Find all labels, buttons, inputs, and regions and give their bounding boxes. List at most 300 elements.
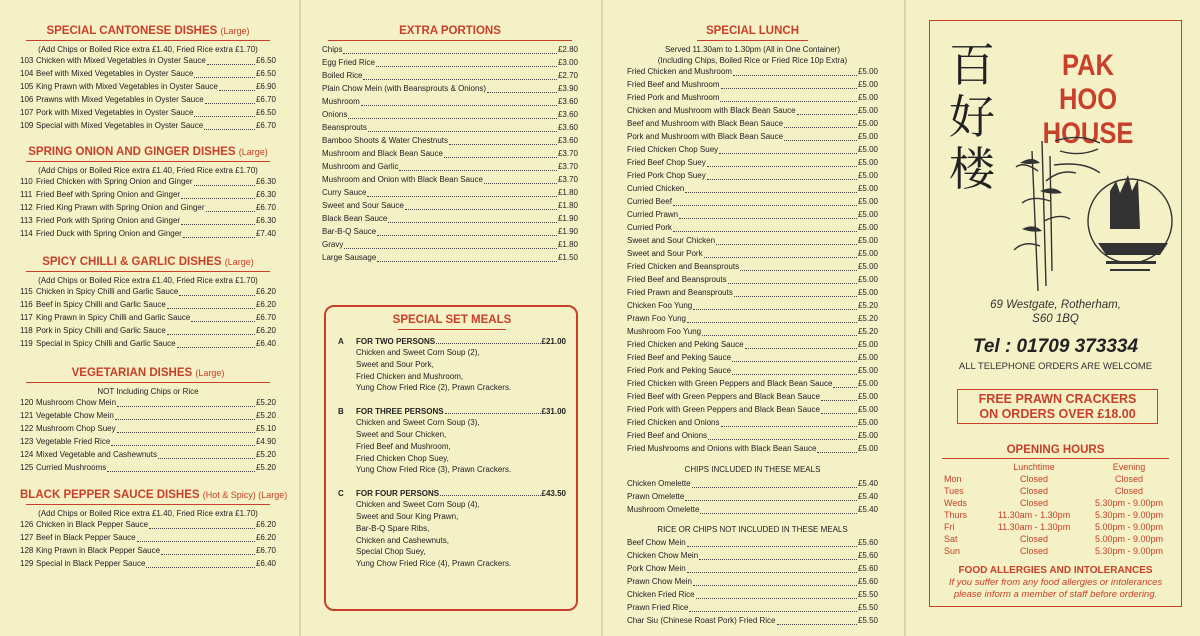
item-name: Chicken in Spicy Chilli and Garlic Sauce bbox=[36, 287, 179, 296]
leader-dots bbox=[376, 57, 557, 67]
item-price: £6.20 bbox=[255, 287, 276, 296]
item-number: 110 bbox=[20, 177, 33, 186]
item-name: Fried Prawn and Beansprouts bbox=[627, 288, 733, 297]
chinese-char: 好 bbox=[949, 90, 995, 144]
menu-item bbox=[627, 443, 878, 456]
menu-item bbox=[322, 213, 578, 226]
leader-dots bbox=[205, 94, 255, 104]
item-price: £6.70 bbox=[255, 203, 276, 212]
menu-item bbox=[627, 339, 878, 352]
item-name: Bar-B-Q Sauce bbox=[322, 227, 377, 236]
item-name: Chicken in Black Pepper Sauce bbox=[36, 520, 149, 529]
item-price: £6.50 bbox=[255, 56, 276, 65]
item-price: £5.00 bbox=[857, 418, 878, 427]
item-price: £6.70 bbox=[255, 95, 276, 104]
item-price: £5.50 bbox=[857, 590, 878, 599]
item-number: 124 bbox=[20, 450, 34, 459]
section-title: SPECIAL LUNCH bbox=[705, 25, 800, 37]
item-price: £6.70 bbox=[255, 121, 276, 130]
item-number: 121 bbox=[20, 411, 34, 420]
item-name: Curried Prawn bbox=[627, 210, 679, 219]
leader-dots bbox=[740, 261, 857, 271]
item-price: £5.00 bbox=[857, 197, 878, 206]
leader-dots bbox=[784, 131, 857, 141]
hours-row bbox=[944, 533, 1174, 545]
item-name: Boiled Rice bbox=[322, 71, 363, 80]
menu-item bbox=[20, 449, 276, 462]
menu-item bbox=[322, 239, 578, 252]
set-meal-line: Yung Chow Fried Rice (3), Prawn Crackers. bbox=[356, 465, 512, 475]
section-note: (Add Chips or Boiled Rice extra £1.40, Fried Rice extra £1.70) bbox=[38, 45, 258, 54]
item-name: Fried Beef and Beansprouts bbox=[627, 275, 727, 284]
leader-dots bbox=[348, 109, 557, 119]
menu-item bbox=[627, 287, 878, 300]
item-number: 115 bbox=[20, 287, 33, 296]
set-meal-line: Chicken and Sweet Corn Soup (4), bbox=[356, 500, 480, 510]
item-price: £5.20 bbox=[857, 314, 878, 323]
menu-item bbox=[627, 92, 878, 105]
item-price: £5.20 bbox=[255, 463, 276, 472]
menu-item bbox=[627, 274, 878, 287]
leader-dots bbox=[219, 81, 255, 91]
leader-dots bbox=[702, 326, 857, 336]
leader-dots bbox=[161, 545, 255, 555]
promo-box: FREE PRAWN CRACKERS ON ORDERS OVER £18.00 bbox=[957, 389, 1158, 424]
item-price: £3.70 bbox=[557, 175, 578, 184]
item-price: £5.00 bbox=[857, 405, 878, 414]
section-size: (Large) bbox=[220, 26, 250, 36]
leader-dots bbox=[206, 202, 255, 212]
postcode: S60 1BQ bbox=[1032, 313, 1079, 325]
item-number: 113 bbox=[20, 216, 33, 225]
hours-row bbox=[944, 497, 1174, 509]
hours-evening: 5.00pm - 9.00pm bbox=[1094, 534, 1164, 544]
menu-item bbox=[627, 504, 878, 517]
item-name: Bamboo Shoots & Water Chestnuts bbox=[322, 136, 448, 145]
hours-evening: Closed bbox=[1114, 474, 1143, 484]
section-title-text: BLACK PEPPER SAUCE DISHES bbox=[20, 489, 200, 501]
leader-dots bbox=[117, 423, 255, 433]
item-name: Mushroom Omelette bbox=[627, 505, 700, 514]
set-letter: B bbox=[338, 407, 344, 417]
item-name: Fried Pork and Mushroom bbox=[627, 93, 720, 102]
menu-item bbox=[627, 105, 878, 118]
leader-dots bbox=[146, 558, 255, 568]
item-name: Fried Pork with Spring Onion and Ginger bbox=[36, 216, 181, 225]
item-price: £6.50 bbox=[255, 69, 276, 78]
menu-item bbox=[20, 519, 276, 532]
leader-dots bbox=[716, 235, 857, 245]
item-name: Fried Duck with Spring Onion and Ginger bbox=[36, 229, 182, 238]
item-price: £5.60 bbox=[857, 538, 878, 547]
item-name: Vegetable Chow Mein bbox=[36, 411, 114, 420]
leader-dots bbox=[399, 161, 556, 171]
item-name: Mixed Vegetable and Cashewnuts bbox=[36, 450, 157, 459]
item-name: Special with Mixed Vegetables in Oyster Sauce bbox=[36, 121, 204, 130]
item-price: £1.80 bbox=[557, 188, 578, 197]
leader-dots bbox=[734, 287, 857, 297]
hours-day: Fri bbox=[944, 522, 955, 532]
set-meal-line: Yung Chow Fried Rice (2), Prawn Crackers. bbox=[356, 383, 512, 393]
leader-dots bbox=[707, 157, 857, 167]
item-price: £6.40 bbox=[255, 339, 276, 348]
hours-evening: 5.00pm - 9.00pm bbox=[1094, 522, 1164, 532]
item-name: Curried Beef bbox=[627, 197, 672, 206]
item-name: Black Bean Sauce bbox=[322, 214, 388, 223]
set-price: £43.50 bbox=[541, 489, 566, 499]
leader-dots bbox=[685, 491, 857, 501]
leader-dots bbox=[207, 55, 255, 65]
item-number: 125 bbox=[20, 463, 34, 472]
item-price: £1.90 bbox=[557, 214, 578, 223]
item-price: £5.60 bbox=[857, 551, 878, 560]
subheading: RICE OR CHIPS NOT INCLUDED IN THESE MEALS bbox=[657, 525, 848, 534]
item-name: Chicken Foo Yung bbox=[627, 301, 693, 310]
leader-dots bbox=[115, 410, 255, 420]
item-price: £2.70 bbox=[557, 71, 578, 80]
item-name: Chips bbox=[322, 45, 343, 54]
item-price: £5.00 bbox=[857, 340, 878, 349]
item-name: Fried Beef and Onions bbox=[627, 431, 708, 440]
item-price: £6.30 bbox=[255, 190, 276, 199]
item-number: 104 bbox=[20, 69, 34, 78]
item-number: 129 bbox=[20, 559, 34, 568]
menu-item bbox=[627, 66, 878, 79]
item-price: £6.70 bbox=[255, 313, 276, 322]
item-name: Prawn Omelette bbox=[627, 492, 685, 501]
menu-item bbox=[627, 491, 878, 504]
item-name: Fried Mushrooms and Onions with Black Bean Sauce bbox=[627, 444, 817, 453]
item-price: £6.50 bbox=[255, 108, 276, 117]
item-price: £3.70 bbox=[557, 162, 578, 171]
item-name: Beansprouts bbox=[322, 123, 367, 132]
menu-item bbox=[627, 157, 878, 170]
address-line: 69 Westgate, Rotherham, bbox=[990, 299, 1121, 311]
item-price: £5.40 bbox=[857, 479, 878, 488]
item-name: Mushroom Chow Mein bbox=[36, 398, 117, 407]
item-price: £3.00 bbox=[557, 58, 578, 67]
set-meal-line: Fried Chicken and Mushroom, bbox=[356, 371, 464, 381]
item-name: Fried Beef with Spring Onion and Ginger bbox=[36, 190, 181, 199]
title-rule bbox=[26, 161, 270, 162]
menu-item bbox=[322, 187, 578, 200]
item-name: Mushroom bbox=[322, 97, 360, 106]
leader-dots bbox=[699, 550, 857, 560]
item-name: Fried Beef and Peking Sauce bbox=[627, 353, 732, 362]
item-name: Char Siu (Chinese Roast Pork) Fried Rice bbox=[627, 616, 776, 625]
leader-dots bbox=[721, 417, 857, 427]
item-price: £5.00 bbox=[857, 132, 878, 141]
chinese-char: 百 bbox=[949, 38, 995, 92]
item-price: £5.00 bbox=[857, 145, 878, 154]
hours-day: Sat bbox=[944, 534, 958, 544]
item-price: £1.80 bbox=[557, 240, 578, 249]
item-number: 105 bbox=[20, 82, 34, 91]
menu-item bbox=[627, 602, 878, 615]
item-price: £5.00 bbox=[857, 184, 878, 193]
menu-item bbox=[627, 615, 878, 628]
item-price: £5.00 bbox=[857, 106, 878, 115]
set-price: £31.00 bbox=[541, 407, 566, 417]
menu-item bbox=[627, 365, 878, 378]
item-price: £5.00 bbox=[857, 223, 878, 232]
menu-item bbox=[20, 423, 276, 436]
item-price: £5.00 bbox=[857, 431, 878, 440]
menu-item bbox=[20, 68, 276, 81]
item-price: £6.30 bbox=[255, 177, 276, 186]
leader-dots bbox=[673, 196, 857, 206]
item-price: £5.00 bbox=[857, 288, 878, 297]
leader-dots bbox=[167, 299, 255, 309]
item-name: Plain Chow Mein (with Beansprouts & Onions) bbox=[322, 84, 487, 93]
item-price: £5.20 bbox=[857, 327, 878, 336]
menu-item bbox=[627, 131, 878, 144]
item-price: £5.50 bbox=[857, 616, 878, 625]
leader-dots bbox=[191, 312, 255, 322]
subheading: CHIPS INCLUDED IN THESE MEALS bbox=[684, 465, 821, 474]
set-meal-line: Yung Chow Fried Rice (4), Prawn Crackers. bbox=[356, 559, 512, 569]
opening-hours-table bbox=[944, 461, 1174, 557]
leader-dots bbox=[179, 286, 255, 296]
item-price: £5.00 bbox=[857, 119, 878, 128]
leader-dots bbox=[487, 83, 557, 93]
leader-dots bbox=[728, 274, 857, 284]
item-price: £5.40 bbox=[857, 492, 878, 501]
leader-dots bbox=[484, 174, 557, 184]
item-price: £5.60 bbox=[857, 577, 878, 586]
item-name: Mushroom and Garlic bbox=[322, 162, 399, 171]
menu-item bbox=[20, 107, 276, 120]
item-price: £5.00 bbox=[857, 262, 878, 271]
section-note: (Add Chips or Boiled Rice extra £1.40, Fried Rice extra £1.70) bbox=[38, 509, 258, 518]
leader-dots bbox=[693, 576, 857, 586]
hours-lunch-col: Lunchtime bbox=[1013, 462, 1055, 472]
menu-item bbox=[322, 44, 578, 57]
hours-lunch: Closed bbox=[1019, 498, 1048, 508]
menu-item bbox=[20, 397, 276, 410]
item-name: Fried King Prawn with Spring Onion and Ginger bbox=[36, 203, 205, 212]
set-meal-line: Special Chop Suey, bbox=[356, 547, 426, 557]
item-number: 119 bbox=[20, 339, 33, 348]
item-number: 103 bbox=[20, 56, 34, 65]
hours-day: Weds bbox=[944, 498, 967, 508]
menu-item bbox=[627, 391, 878, 404]
leader-dots bbox=[687, 537, 857, 547]
item-price: £1.80 bbox=[557, 201, 578, 210]
title-rule bbox=[328, 40, 572, 41]
item-number: 116 bbox=[20, 300, 33, 309]
item-name: Pork with Mixed Vegetables in Oyster Sauce bbox=[36, 108, 194, 117]
leader-dots bbox=[833, 378, 857, 388]
leader-dots bbox=[377, 252, 557, 262]
section-title bbox=[20, 24, 276, 38]
item-price: £7.40 bbox=[255, 229, 276, 238]
hours-lunch: 11.30am - 1.30pm bbox=[997, 522, 1071, 532]
set-meal-heading bbox=[338, 336, 566, 347]
hours-evening: 5.30pm - 9.00pm bbox=[1094, 510, 1164, 520]
leader-dots bbox=[377, 226, 557, 236]
hours-lunch: Closed bbox=[1019, 474, 1048, 484]
item-number: 127 bbox=[20, 533, 34, 542]
menu-item bbox=[322, 70, 578, 83]
title-rule bbox=[697, 40, 808, 41]
leader-dots bbox=[107, 462, 255, 472]
item-price: £6.90 bbox=[255, 82, 276, 91]
leader-dots bbox=[137, 532, 255, 542]
leader-dots bbox=[363, 70, 557, 80]
leader-dots bbox=[679, 209, 857, 219]
item-price: £4.90 bbox=[255, 437, 276, 446]
leader-dots bbox=[181, 189, 255, 199]
panel-special-lunch bbox=[627, 0, 878, 636]
leader-dots bbox=[692, 478, 857, 488]
leader-dots bbox=[704, 248, 857, 258]
item-number: 107 bbox=[20, 108, 34, 117]
set-meals-title: SPECIAL SET MEALS bbox=[392, 314, 512, 326]
menu-item bbox=[20, 202, 276, 215]
section-size: (Large) bbox=[224, 257, 254, 267]
hours-row bbox=[944, 509, 1174, 521]
item-price: £5.50 bbox=[857, 603, 878, 612]
set-meal-heading bbox=[338, 488, 566, 499]
section-size: (Large) bbox=[195, 368, 225, 378]
item-name: Beef in Black Pepper Sauce bbox=[36, 533, 136, 542]
hours-header bbox=[944, 461, 1174, 473]
item-price: £2.80 bbox=[557, 45, 578, 54]
item-name: Fried Chicken and Onions bbox=[627, 418, 720, 427]
item-price: £3.60 bbox=[557, 97, 578, 106]
fold-line bbox=[299, 0, 301, 636]
menu-item bbox=[322, 148, 578, 161]
hours-day-col bbox=[944, 461, 984, 473]
item-price: £5.20 bbox=[255, 450, 276, 459]
item-price: £5.00 bbox=[857, 210, 878, 219]
leader-dots bbox=[687, 313, 857, 323]
item-price: £5.00 bbox=[857, 353, 878, 362]
leader-dots bbox=[194, 68, 255, 78]
menu-item bbox=[627, 417, 878, 430]
item-price: £5.00 bbox=[857, 366, 878, 375]
menu-item bbox=[627, 430, 878, 443]
hours-lunch: Closed bbox=[1019, 486, 1048, 496]
item-number: 122 bbox=[20, 424, 34, 433]
item-price: £3.90 bbox=[557, 84, 578, 93]
item-name: Fried Chicken Chop Suey bbox=[627, 145, 719, 154]
menu-item bbox=[627, 550, 878, 563]
hours-day: Mon bbox=[944, 474, 962, 484]
leader-dots bbox=[440, 488, 540, 496]
section-title bbox=[20, 255, 276, 269]
menu-item bbox=[627, 326, 878, 339]
section-title-text: SPRING ONION AND GINGER DISHES bbox=[28, 146, 236, 158]
item-name: Curried Mushrooms bbox=[36, 463, 107, 472]
set-meal-line: Sweet and Sour Pork, bbox=[356, 359, 434, 369]
item-number: 120 bbox=[20, 398, 34, 407]
item-number: 109 bbox=[20, 121, 34, 130]
section-note: (Including Chips, Boiled Rice or Fried Rice 10p Extra) bbox=[657, 56, 848, 65]
telephone-note: ALL TELEPHONE ORDERS ARE WELCOME bbox=[958, 361, 1153, 372]
hours-row bbox=[944, 521, 1174, 533]
item-name: Fried Pork Chop Suey bbox=[627, 171, 706, 180]
leader-dots bbox=[720, 92, 856, 102]
item-price: £6.40 bbox=[255, 559, 276, 568]
menu-item bbox=[627, 576, 878, 589]
item-name: Fried Chicken and Mushroom bbox=[627, 67, 732, 76]
menu-item bbox=[20, 338, 276, 351]
item-name: Sweet and Sour Pork bbox=[627, 249, 703, 258]
leader-dots bbox=[388, 213, 557, 223]
leader-dots bbox=[368, 122, 557, 132]
leader-dots bbox=[181, 215, 255, 225]
leader-dots bbox=[689, 602, 857, 612]
item-price: £6.20 bbox=[255, 533, 276, 542]
menu-item bbox=[322, 174, 578, 187]
panel-cover bbox=[929, 20, 1182, 607]
menu-item bbox=[627, 118, 878, 131]
set-meal-line: Chicken and Cashewnuts, bbox=[356, 535, 449, 545]
item-price: £5.00 bbox=[857, 80, 878, 89]
hours-evening: Closed bbox=[1114, 486, 1143, 496]
section-note: (Add Chips or Boiled Rice extra £1.40, Fried Rice extra £1.70) bbox=[38, 276, 258, 285]
set-meal-heading bbox=[338, 406, 566, 417]
leader-dots bbox=[149, 519, 255, 529]
leader-dots bbox=[204, 120, 255, 130]
menu-item bbox=[20, 312, 276, 325]
item-name: Fried Beef with Green Peppers and Black Bean Sauce bbox=[627, 392, 820, 401]
item-name: Mushroom and Black Bean Sauce bbox=[322, 149, 443, 158]
set-letter: A bbox=[338, 337, 344, 346]
fold-line bbox=[904, 0, 906, 636]
item-price: £6.70 bbox=[255, 546, 276, 555]
item-number: 128 bbox=[20, 546, 34, 555]
menu-item bbox=[20, 120, 276, 133]
item-name: Curried Pork bbox=[627, 223, 672, 232]
leader-dots bbox=[183, 228, 255, 238]
leader-dots bbox=[797, 105, 857, 115]
menu-item bbox=[20, 558, 276, 571]
item-name: Prawn Foo Yung bbox=[627, 314, 687, 323]
item-name: Onions bbox=[322, 110, 348, 119]
title-rule bbox=[26, 40, 270, 41]
set-meal-line: Chicken and Sweet Corn Soup (3), bbox=[356, 418, 480, 428]
item-name: Fried Chicken with Spring Onion and Ginger bbox=[36, 177, 193, 186]
set-meals-box bbox=[324, 305, 578, 611]
menu-item bbox=[20, 176, 276, 189]
leader-dots bbox=[367, 187, 557, 197]
menu-item bbox=[322, 57, 578, 70]
menu-item bbox=[322, 226, 578, 239]
item-name: Pork and Mushroom with Black Bean Sauce bbox=[627, 132, 784, 141]
hours-day: Thurs bbox=[944, 510, 968, 520]
hours-day: Sun bbox=[944, 546, 961, 556]
menu-item bbox=[627, 196, 878, 209]
item-price: £3.60 bbox=[557, 136, 578, 145]
item-name: Chicken Fried Rice bbox=[627, 590, 695, 599]
title-rule bbox=[26, 504, 270, 505]
item-price: £3.70 bbox=[557, 149, 578, 158]
fold-line bbox=[601, 0, 603, 636]
leader-dots bbox=[685, 183, 857, 193]
item-name: King Prawn in Black Pepper Sauce bbox=[36, 546, 161, 555]
menu-item bbox=[20, 215, 276, 228]
item-name: Fried Chicken and Peking Sauce bbox=[627, 340, 744, 349]
item-price: £5.00 bbox=[857, 171, 878, 180]
item-name: Vegetable Fried Rice bbox=[36, 437, 111, 446]
menu-item bbox=[627, 222, 878, 235]
section-note: (Add Chips or Boiled Rice extra £1.40, Fried Rice extra £1.70) bbox=[38, 166, 258, 175]
section-size: (Hot & Spicy) (Large) bbox=[202, 490, 288, 500]
item-price: £5.00 bbox=[857, 379, 878, 388]
